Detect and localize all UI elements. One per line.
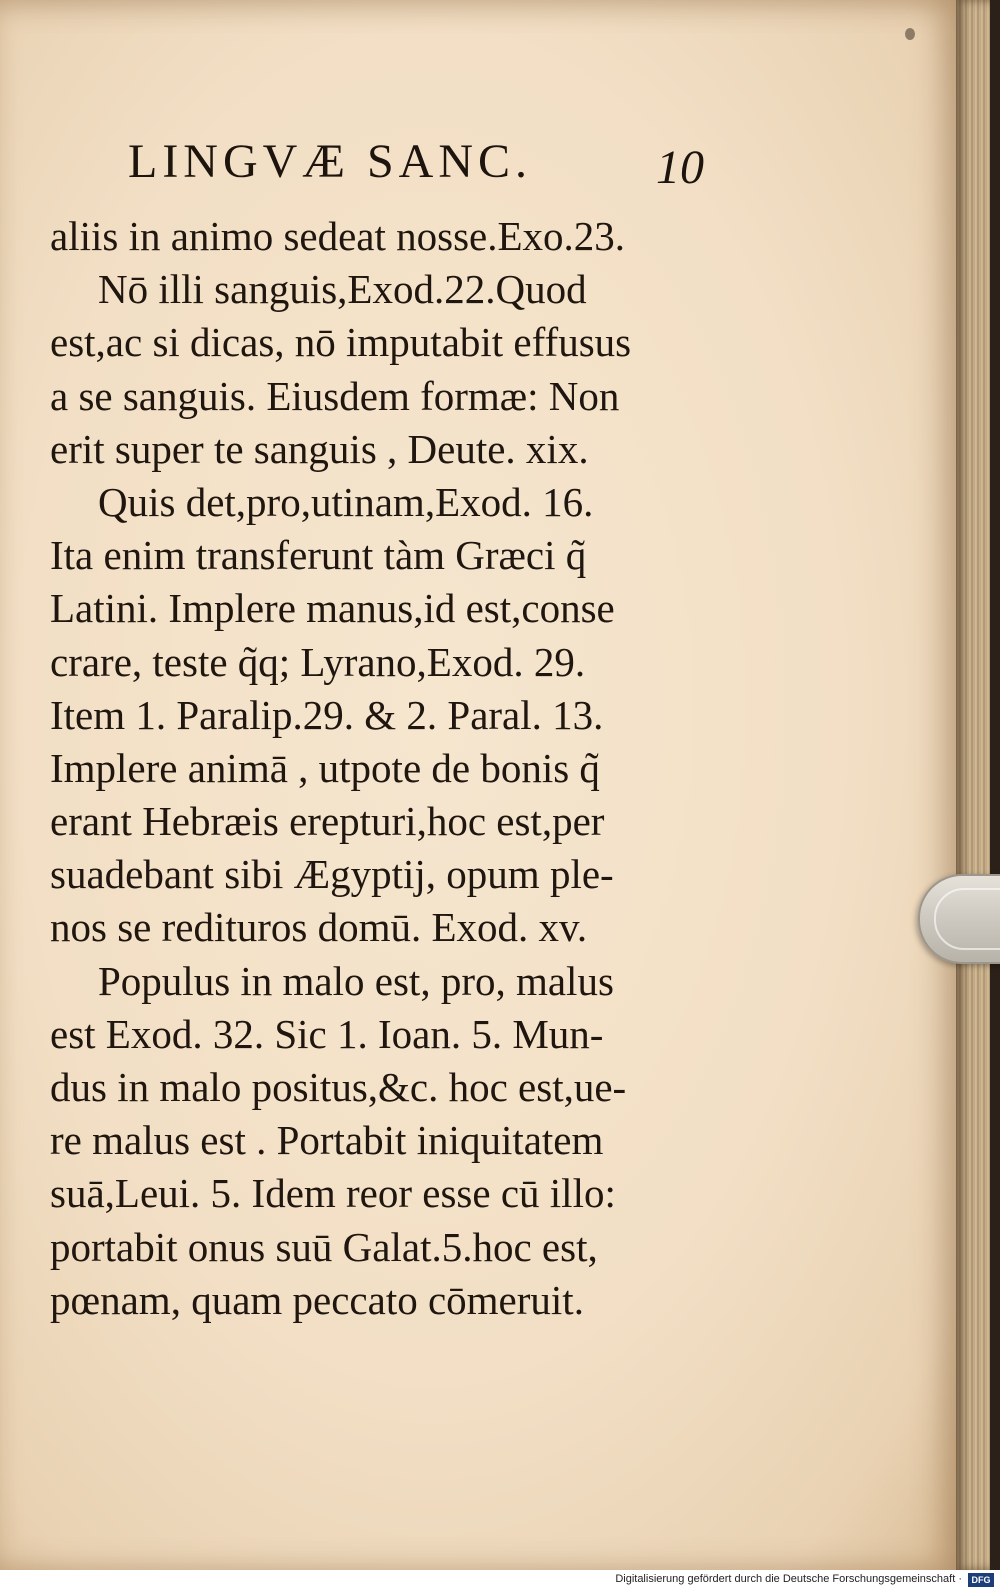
clasp-highlight (934, 888, 1000, 950)
text-line: aliis in animo sedeat nosse.Exo.23. (50, 213, 626, 259)
text-line: portabit onus suū Galat.5.hoc est, (50, 1223, 598, 1270)
text-line: Nō illi sanguis,Exod.22.Quod (98, 266, 587, 313)
text-line: pœnam, quam peccato cōmeruit. (50, 1276, 584, 1323)
text-line: erant Hebræis erepturi,hoc est,per (50, 798, 605, 845)
text-line: erit super te sanguis , Deute. xix. (50, 425, 589, 472)
metal-clasp (918, 874, 1000, 964)
running-head: LINGVÆ SANC. (128, 135, 533, 188)
text-line: suadebant sibi Ægyptij, opum ple- (50, 851, 614, 898)
text-line: Ita enim transferunt tàm Græci q̃ (50, 532, 587, 579)
footer-bar (0, 1570, 1000, 1591)
text-line: dus in malo positus,&c. hoc est,ue- (50, 1064, 627, 1110)
body-text (50, 210, 730, 1327)
text-line: Latini. Implere manus,id est,conse (50, 585, 615, 632)
text-line: Quis det,pro,utinam,Exod. 16. (98, 478, 594, 525)
text-line: Item 1. Paralip.29. & 2. Paral. 13. (50, 691, 604, 738)
text-line: Populus in malo est, pro, malus (98, 957, 614, 1004)
text-line: est Exod. 32. Sic 1. Ioan. 5. Mun- (50, 1010, 604, 1057)
book-binding (990, 0, 1000, 1570)
text-line: a se sanguis. Eiusdem formæ: Non (50, 372, 620, 419)
text-line: suā,Leui. 5. Idem reor esse cū illo: (50, 1170, 616, 1217)
text-line: Implere animā , utpote de bonis q̃ (50, 744, 600, 791)
funding-credit: Digitalisierung gefördert durch die Deutsche Forschungsgemeinschaft · (615, 1573, 962, 1585)
text-line: nos se redituros domū. Exod. xv. (50, 904, 588, 951)
text-line: est,ac si dicas, nō imputabit effusus (50, 319, 632, 366)
dfg-logo: DFG (968, 1573, 994, 1587)
page-number: 10 (656, 141, 704, 194)
text-line: re malus est . Portabit iniquitatem (50, 1117, 604, 1164)
paper-stain (905, 28, 915, 40)
text-line: crare, teste q̃q; Lyrano,Exod. 29. (50, 638, 586, 685)
